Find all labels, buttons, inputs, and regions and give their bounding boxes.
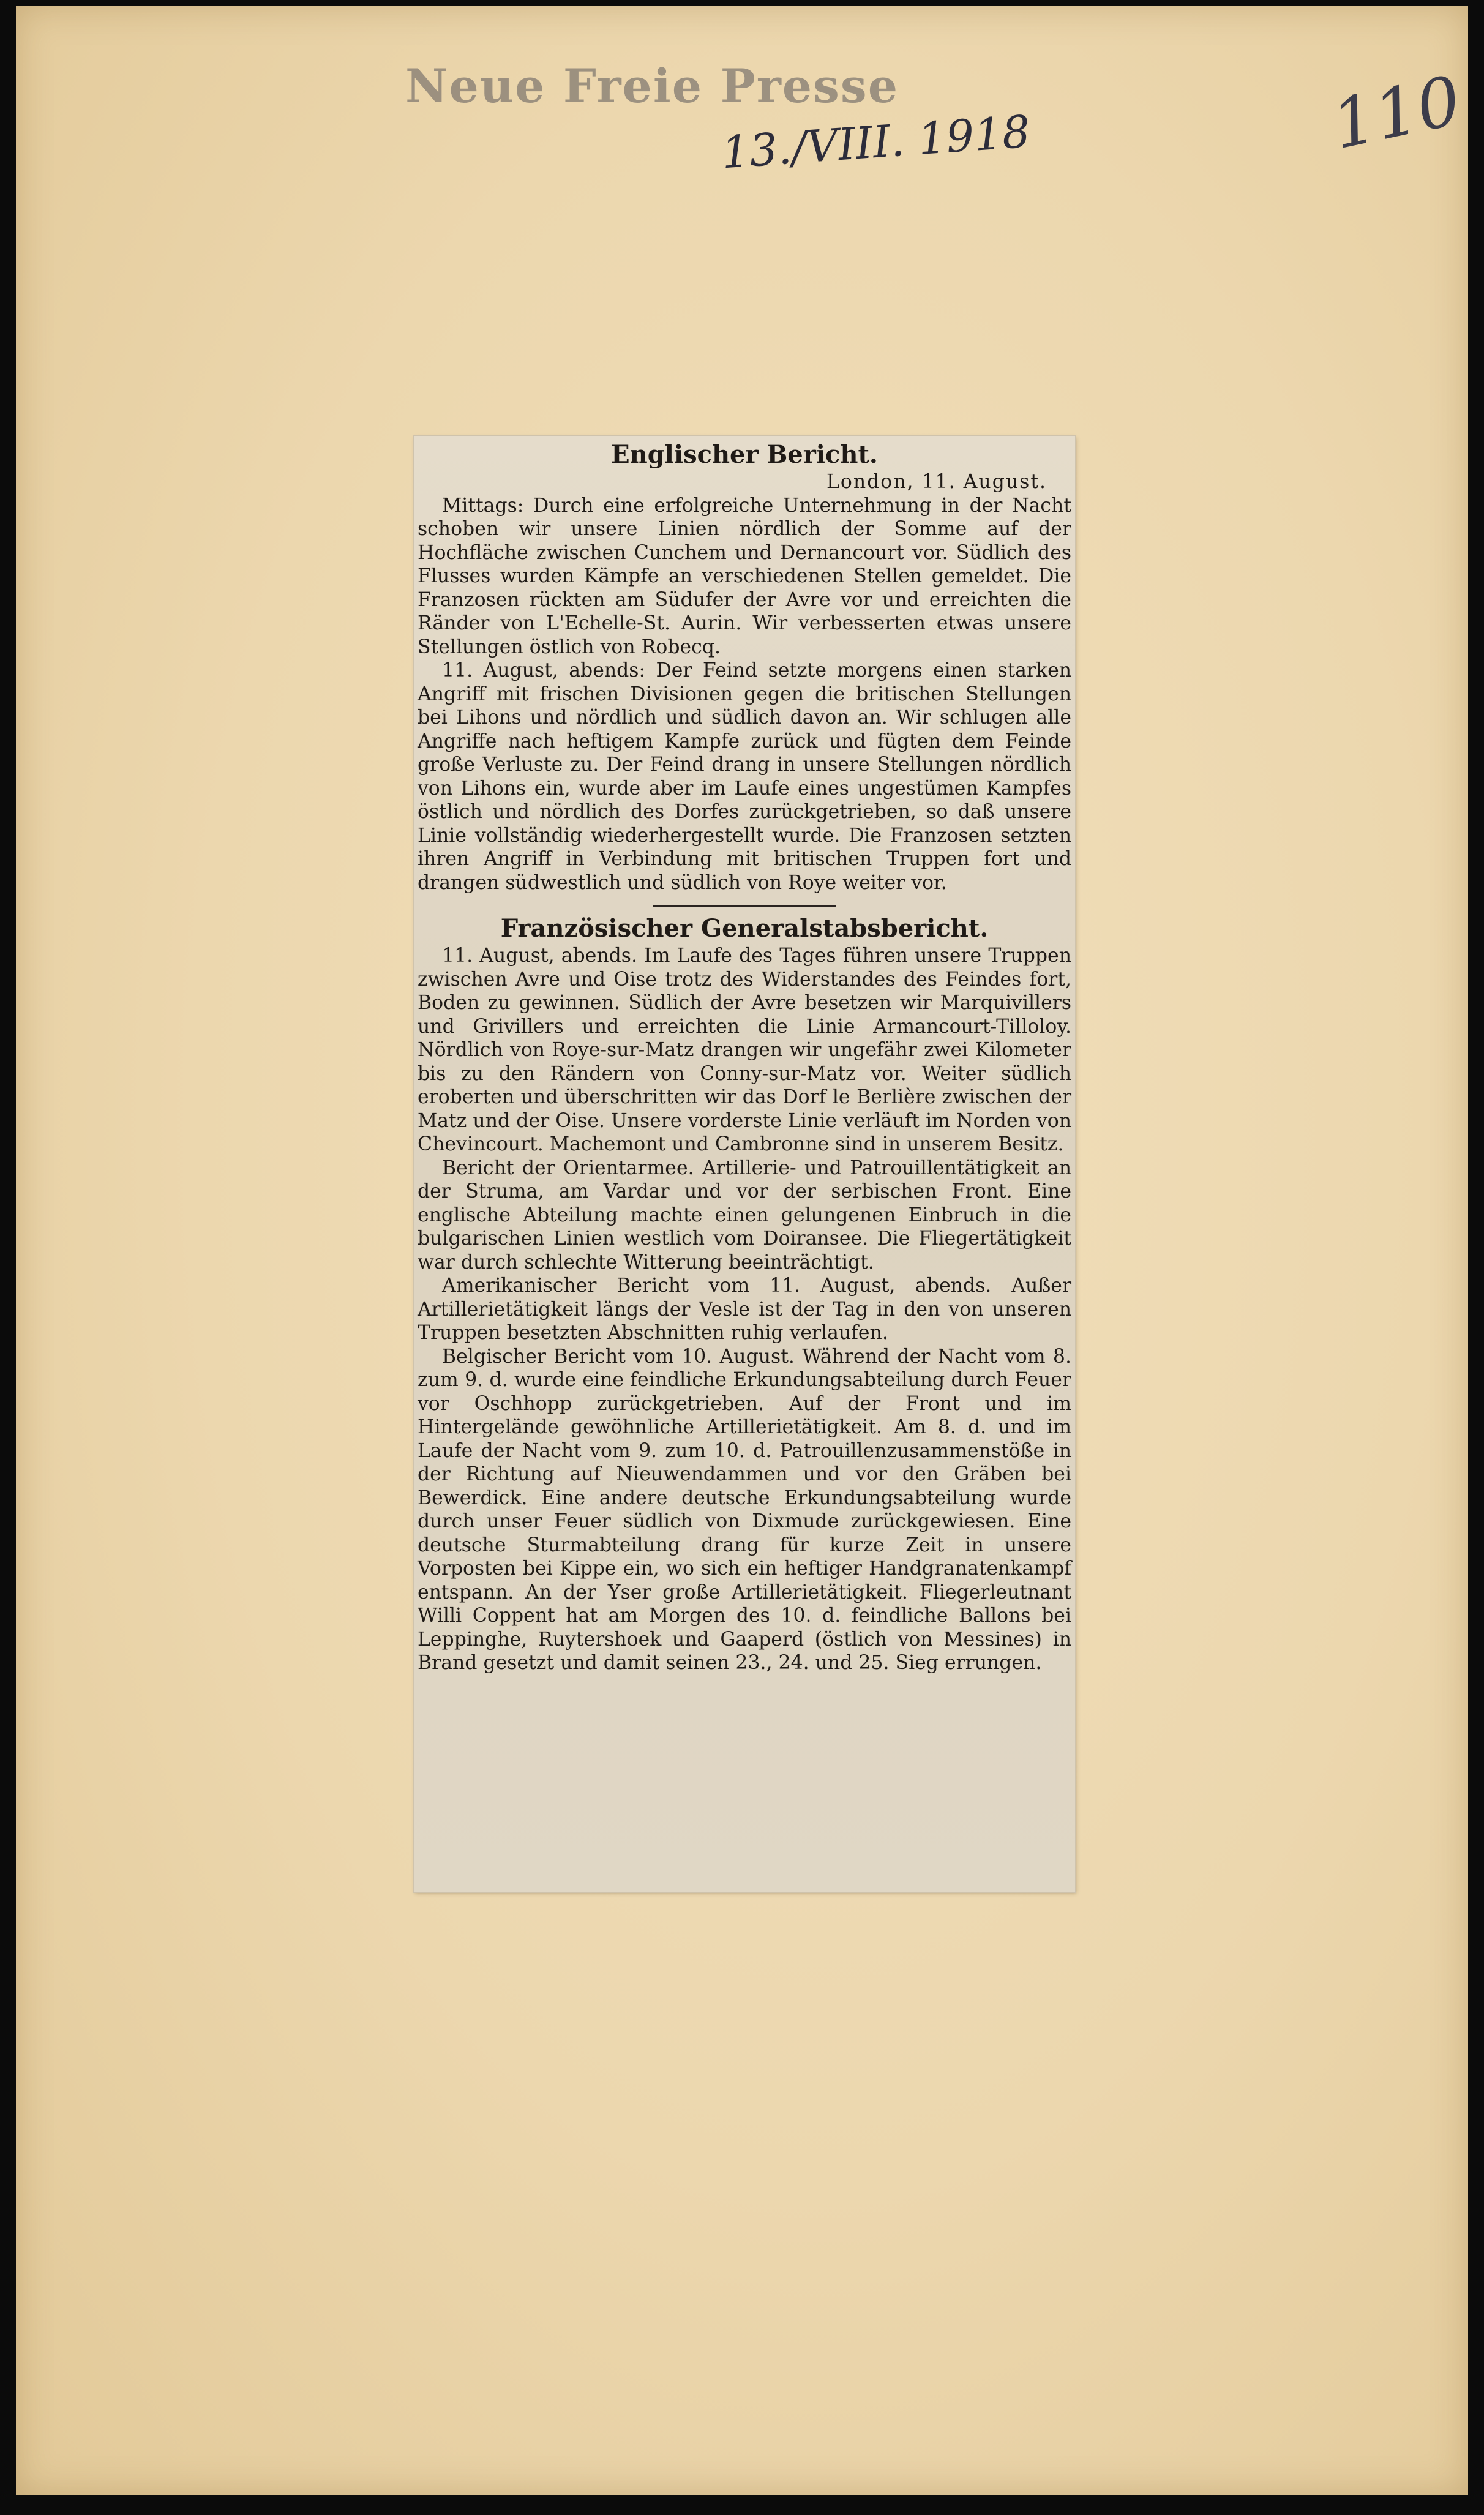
newspaper-clipping — [414, 436, 1075, 1892]
folio-number: 110 — [1325, 61, 1467, 165]
paragraph: Mittags: Durch eine erfolgreiche Unternehmung in der Nacht schoben wir unsere Linien nördlich der Somme auf der Hochfläche zwischen Cunchem und Dernancourt vor. Südlich des Flusses wurden Kämpfe an verschiedenen Stellen gemeldet. Die Franzosen rückten am Südufer der Avre vor und erreichten die Ränder von L'Echelle-St. Aurin. Wir verbesserten etwas unsere Stellungen östlich von Robecq. — [418, 494, 1071, 658]
paragraph: 11. August, abends: Der Feind setzte morgens einen starken Angriff mit frischen Divisionen gegen die britischen Stellungen bei Lihons und nördlich und südlich davon an. Wir schlugen alle Angriffe nach heftigem Kampfe zurück und fügten dem Feinde große Verluste zu. Der Feind drang in unsere Stellungen nördlich von Lihons ein, wurde aber im Laufe eines ungestümen Kampfes östlich und nördlich des Dorfes zurückgetrieben, so daß unsere Linie vollständig wiederhergestellt wurde. Die Franzosen setzten ihren Angriff in Verbindung mit britischen Truppen fort und drangen südwestlich und südlich von Roye weiter vor. — [418, 659, 1071, 894]
paragraph: 11. August, abends. Im Laufe des Tages führen unsere Truppen zwischen Avre und Oise trotz des Widerstandes des Feindes fort, Boden zu gewinnen. Südlich der Avre besetzen wir Marquivillers und Grivillers und erreichten die Linie Armancourt-Tilloloy. Nördlich von Roye-sur-Matz drangen wir ungefähr zwei Kilometer bis zu den Rändern von Conny-sur-Matz vor. Weiter südlich eroberten und überschritten wir das Dorf le Berlière zwischen der Matz und der Oise. Unsere vorderste Linie verläuft im Norden von Chevincourt. Machemont und Cambronne sind in unserem Besitz. — [418, 945, 1071, 1155]
section-divider — [653, 905, 836, 907]
newspaper-stamp: Neue Freie Presse — [405, 59, 899, 113]
handwritten-date: 13./VIII. 1918 — [719, 105, 1032, 179]
section-title-french-report: Französischer Generalstabsbericht. — [500, 914, 989, 943]
dateline: London, 11. August. — [826, 471, 1047, 493]
section-title-english-report: Englischer Bericht. — [611, 440, 878, 469]
archive-sheet — [16, 6, 1468, 2495]
paragraph: Belgischer Bericht vom 10. August. Während der Nacht vom 8. zum 9. d. wurde eine feindliche Erkundungsabteilung durch Feuer vor Oschhopp zurückgetrieben. Auf der Front und im Hintergelände gewöhnliche Artillerietätigkeit. Am 8. d. und im Laufe der Nacht vom 9. zum 10. d. Patrouillenzusammenstöße in der Richtung auf Nieuwendammen und vor den Gräben bei Bewerdick. Eine andere deutsche Erkundungsabteilung wurde durch unser Feuer südlich von Dixmude zurückgewiesen. Eine deutsche Sturmabteilung drang für kurze Zeit in unsere Vorposten bei Kippe ein, wo sich ein heftiger Handgranatenkampf entspann. An der Yser große Artillerietätigkeit. Fliegerleutnant Willi Coppent hat am Morgen des 10. d. feindliche Ballons bei Leppinghe, Ruytershoek und Gaaperd (östlich von Messines) in Brand gesetzt und damit seinen 23., 24. und 25. Sieg errungen. — [418, 1345, 1071, 1674]
paragraph: Amerikanischer Bericht vom 11. August, abends. Außer Artillerietätigkeit längs der Vesle ist der Tag in den von unseren Truppen besetzten Abschnitten ruhig verlaufen. — [418, 1275, 1071, 1344]
clipping-text — [418, 440, 1071, 1888]
paragraph: Bericht der Orientarmee. Artillerie- und Patrouillentätigkeit an der Struma, am Vardar und vor der serbischen Front. Eine englische Abteilung machte einen gelungenen Einbruch in die bulgarischen Linien westlich vom Doiransee. Die Fliegertätigkeit war durch schlechte Witterung beeinträchtigt. — [418, 1156, 1071, 1273]
